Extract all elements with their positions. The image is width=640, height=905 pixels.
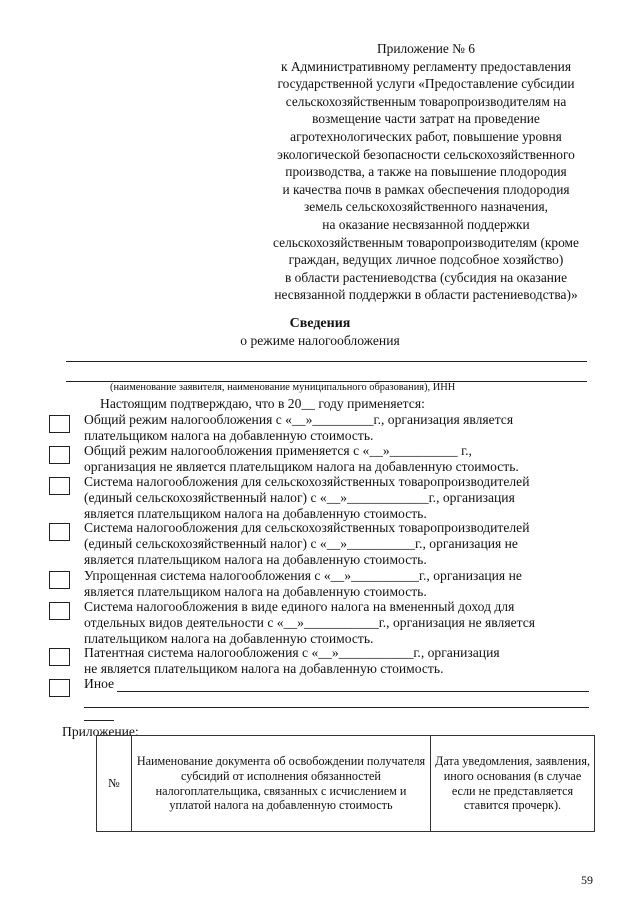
- option-general-regime-non-vat: [84, 443, 519, 475]
- table-header-document: Наименование документа об освобождении получателя субсидий от исполнения обязанностей налогоплательщика, связанных с исчислением и уплатой налога на добавленную стоимость: [132, 736, 431, 832]
- checkbox-imputed-income-non-vat[interactable]: [49, 602, 70, 620]
- attachment-label: Приложение:: [62, 724, 139, 739]
- appendix-header: [236, 40, 616, 304]
- appendix-line: сельскохозяйственным товаропроизводителям (кроме: [273, 234, 579, 250]
- appendix-line: экологической безопасности сельскохозяйственного: [277, 146, 575, 162]
- appendix-line: граждан, ведущих личное подсобное хозяйство): [288, 252, 564, 268]
- appendix-line: несвязанной поддержки в области растениеводства)»: [274, 287, 578, 303]
- checkbox-esn-vat-payer[interactable]: [49, 477, 70, 495]
- option-esn-vat-payer: [84, 474, 530, 522]
- document-subtitle: о режиме налогообложения: [240, 333, 400, 348]
- appendix-line: к Административному регламенту предоставления: [280, 58, 572, 74]
- option-esn-non-vat: [84, 520, 530, 568]
- option-simplified-non-vat: [84, 568, 522, 600]
- appendix-line: производства, а также на повышение плодородия: [285, 164, 567, 180]
- appendix-line: государственной услуги «Предоставление субсидии: [277, 76, 575, 92]
- option-line: (единый сельскохозяйственный налог) с «__»____________г., организация: [84, 490, 515, 505]
- table-row: [97, 736, 595, 832]
- checkbox-general-regime-non-vat[interactable]: [49, 446, 70, 464]
- option-general-regime-vat-payer: [84, 412, 513, 444]
- checkbox-general-regime-vat-payer[interactable]: [49, 415, 70, 433]
- option-line: является плательщиком налога на добавленную стоимость.: [84, 506, 427, 521]
- appendix-line: земель сельскохозяйственного назначения,: [304, 199, 548, 215]
- other-input-line-3[interactable]: [84, 720, 114, 721]
- checkbox-esn-non-vat[interactable]: [49, 523, 70, 541]
- option-line: плательщиком налога на добавленную стоимость.: [84, 428, 374, 443]
- checkbox-simplified-non-vat[interactable]: [49, 571, 70, 589]
- checkbox-other[interactable]: [49, 679, 70, 697]
- applicant-name-line[interactable]: [66, 361, 587, 362]
- table-header-date: Дата уведомления, заявления, иного основания (в случае если не представляется ставится прочерк).: [431, 736, 595, 832]
- option-other: [84, 676, 114, 692]
- appendix-line: сельскохозяйственным товаропроизводителям на: [285, 93, 567, 109]
- option-line: Упрощенная система налогообложения с «__»__________г., организация не: [84, 568, 522, 583]
- appendix-line: агротехнологических работ, повышение уровня: [290, 128, 562, 144]
- document-title: Сведения: [289, 316, 351, 331]
- checkbox-patent-non-vat[interactable]: [49, 648, 70, 666]
- option-line: является плательщиком налога на добавленную стоимость.: [84, 584, 427, 599]
- option-line: Иное: [84, 676, 115, 691]
- option-line: не является плательщиком налога на добавленную стоимость.: [84, 661, 444, 676]
- option-patent-non-vat: [84, 645, 500, 677]
- appendix-line: возмещение части затрат на проведение: [312, 111, 540, 127]
- applicant-caption: (наименование заявителя, наименование муниципального образования), ИНН: [110, 382, 456, 393]
- intro-text: Настоящим подтверждаю, что в 20__ году применяется:: [100, 396, 425, 411]
- option-line: Общий режим налогообложения с «__»_________г., организация является: [84, 412, 514, 427]
- appendix-line: в области растениеводства (субсидия на оказание: [284, 269, 568, 285]
- option-line: организация не является плательщиком налога на добавленную стоимость.: [84, 459, 519, 474]
- option-line: Общий режим налогообложения применяется с «__»__________ г.,: [84, 443, 472, 458]
- appendix-line: на оказание несвязанной поддержки: [322, 216, 530, 232]
- option-imputed-income-non-vat: [84, 599, 535, 647]
- option-line: Система налогообложения для сельскохозяйственных товаропроизводителей: [84, 520, 530, 535]
- option-line: плательщиком налога на добавленную стоимость.: [84, 631, 374, 646]
- attachment-table: [96, 735, 595, 832]
- other-input-line[interactable]: [117, 691, 589, 692]
- option-line: (единый сельскохозяйственный налог) с «__»__________г., организация не: [84, 536, 518, 551]
- appendix-line: Приложение № 6: [376, 41, 476, 56]
- option-line: Патентная система налогообложения с «__»___________г., организация: [84, 645, 500, 660]
- option-line: является плательщиком налога на добавленную стоимость.: [84, 552, 427, 567]
- option-line: отдельных видов деятельности с «__»___________г., организация не является: [84, 615, 535, 630]
- option-line: Система налогообложения в виде единого налога на вмененный доход для: [84, 599, 515, 614]
- page-number: 59: [581, 873, 593, 887]
- appendix-line: и качества почв в рамках обеспечения плодородия: [282, 181, 570, 197]
- other-input-line-2[interactable]: [84, 707, 589, 708]
- table-header-number: №: [97, 736, 132, 832]
- option-line: Система налогообложения для сельскохозяйственных товаропроизводителей: [84, 474, 530, 489]
